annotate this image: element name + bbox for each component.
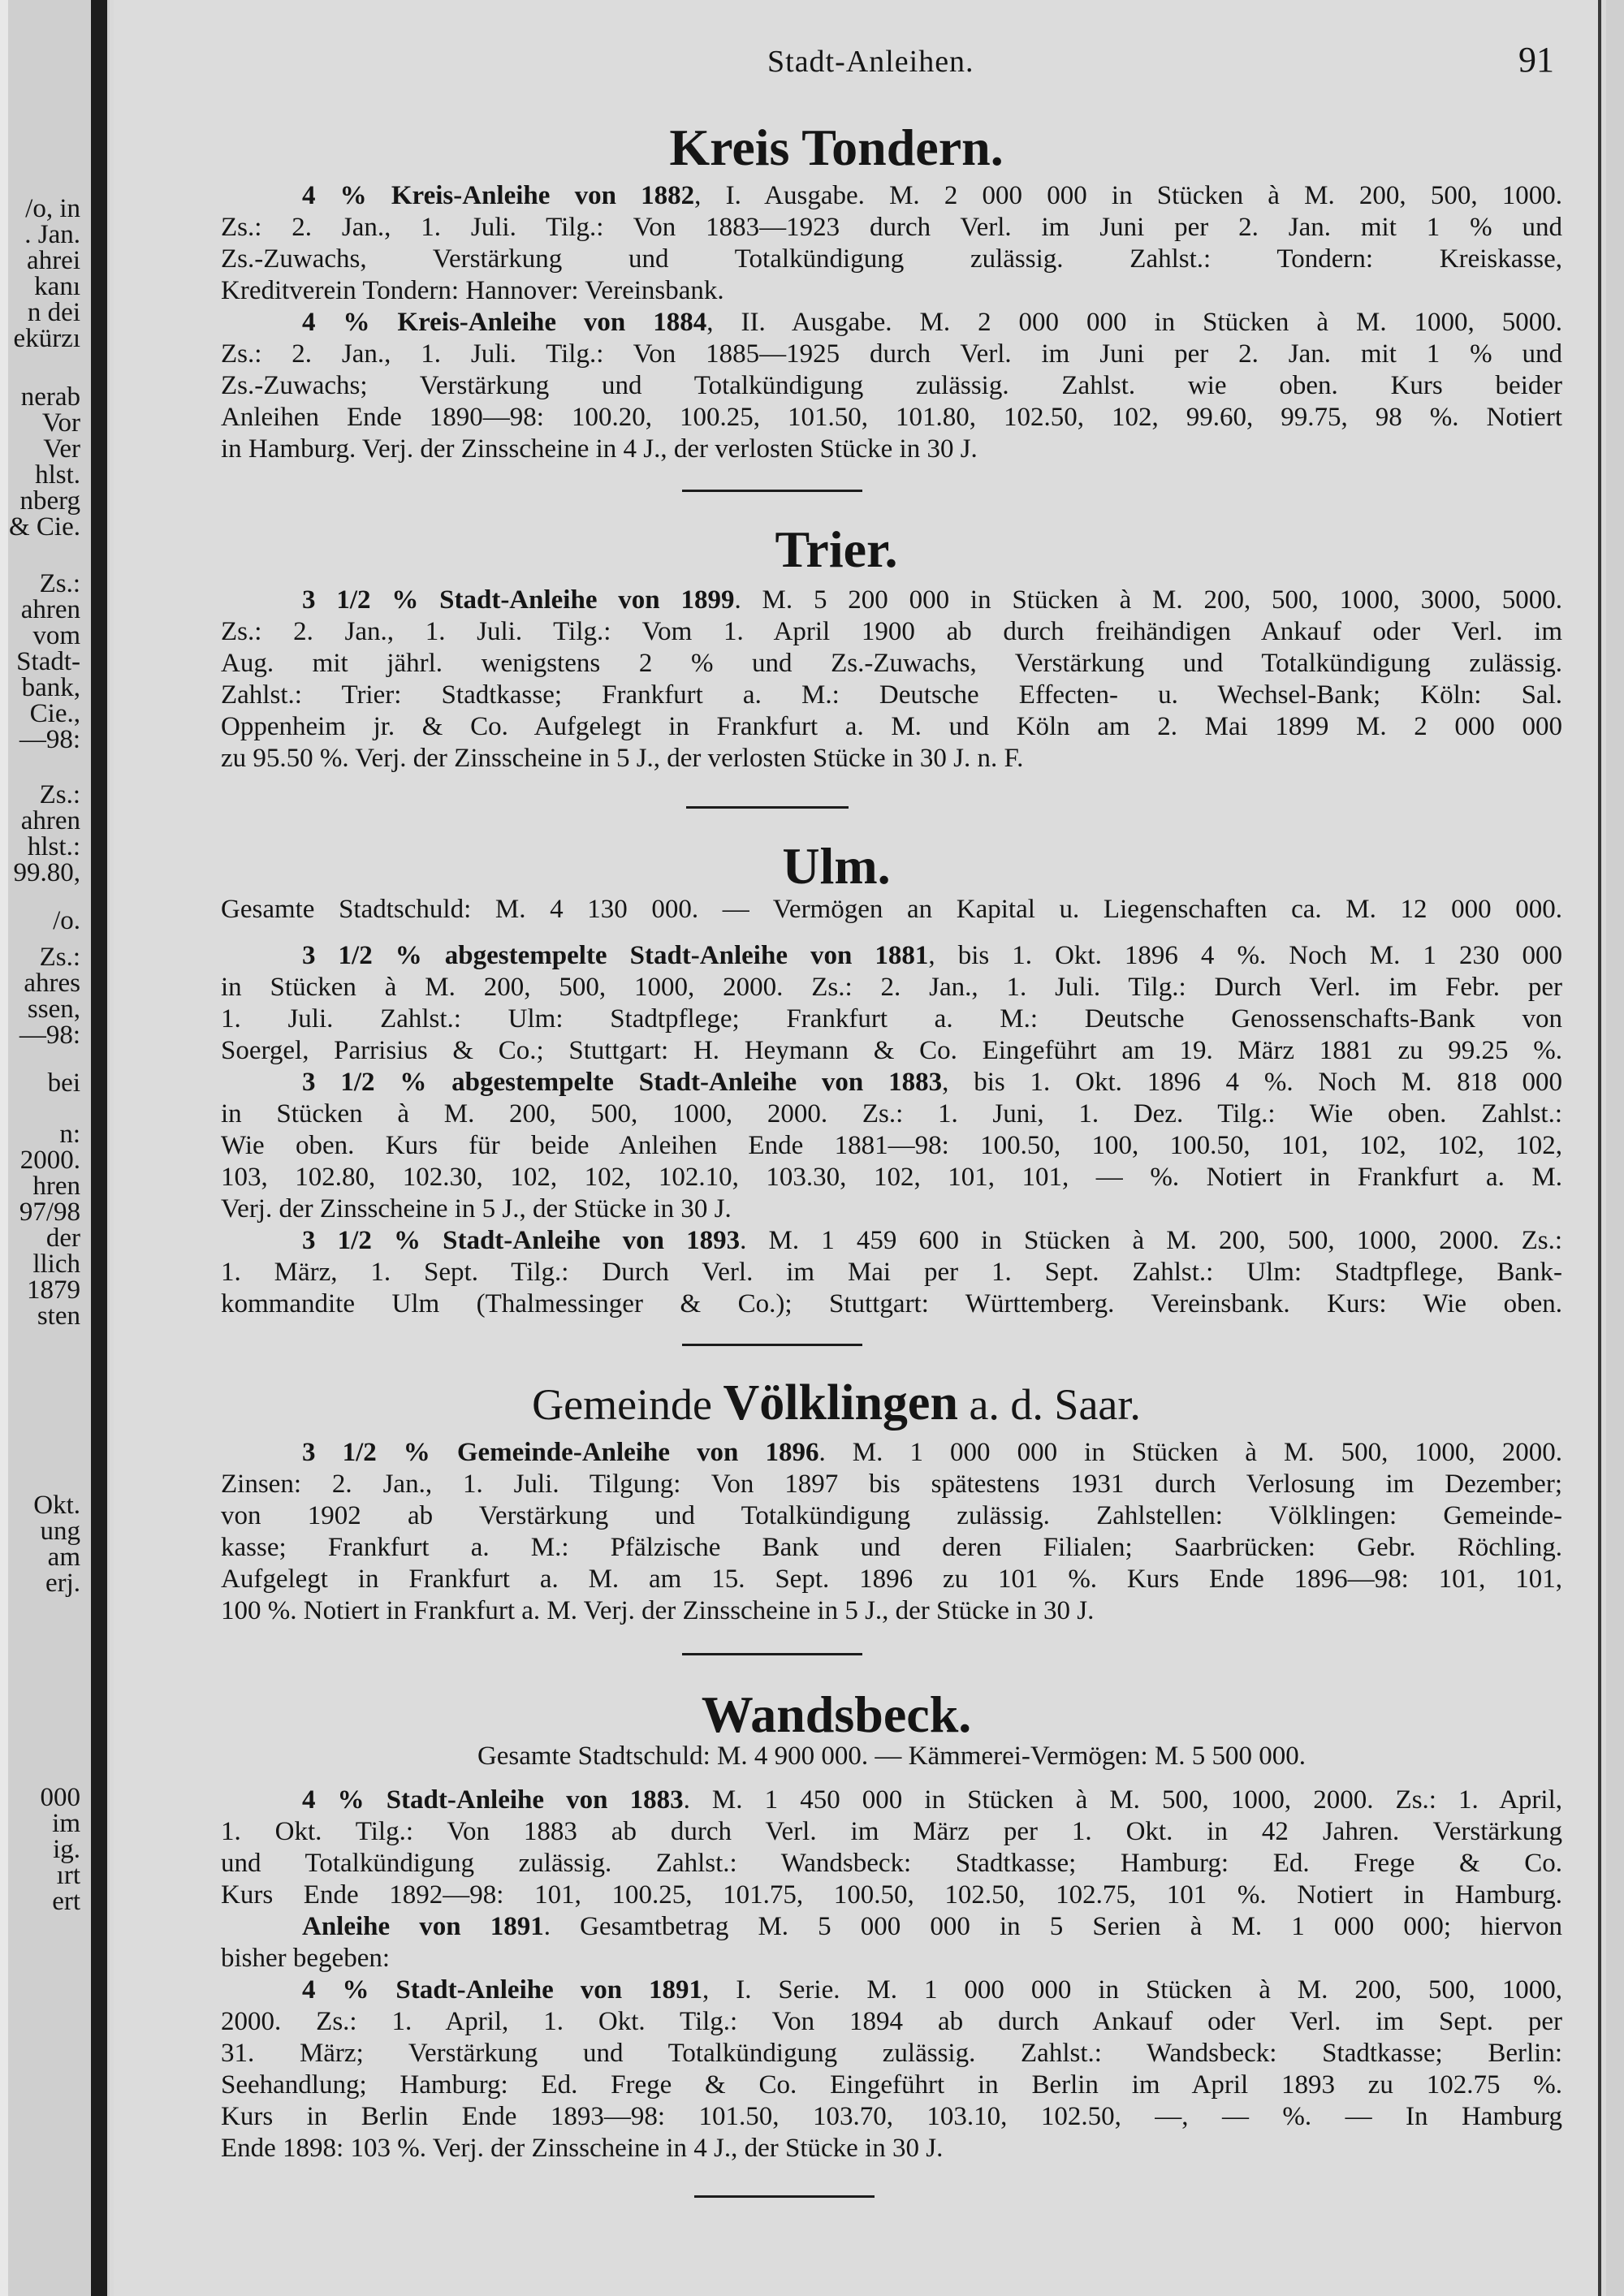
left-margin-fragment: Cie., xyxy=(29,699,80,728)
text-line: und Totalkündigung zulässig. Zahlst.: Wandsbeck: Stadtkasse; Hamburg: Ed. Frege & Co. xyxy=(221,1849,1562,1878)
left-margin-fragment: vom xyxy=(32,621,80,650)
text-line: zu 95.50 %. Verj. der Zinsscheine in 5 J., der verlosten Stücke in 30 J. n. F. xyxy=(221,744,1024,773)
bond-title: 4 % Kreis-Anleihe von 1884 xyxy=(302,308,707,337)
left-margin-fragment: n dei xyxy=(27,298,80,327)
left-margin-fragment: der xyxy=(45,1224,80,1253)
text-line: Verj. der Zinsscheine in 5 J., der Stücke in 30 J. xyxy=(221,1194,732,1224)
text-line: Soergel, Parrisius & Co.; Stuttgart: H. Heymann & Co. Eingeführt am 19. März 1881 zu 99.25 %. xyxy=(221,1036,1562,1065)
text-line: 4 % Kreis-Anleihe von 1884, II. Ausgabe. M. 2 000 000 in Stücken à M. 1000, 5000. xyxy=(302,308,1562,337)
bond-title: 4 % Kreis-Anleihe von 1882 xyxy=(302,181,695,210)
text-line: 31. März; Verstärkung und Totalkündigung zulässig. Zahlst.: Wandsbeck: Stadtkasse; Berlin: xyxy=(221,2039,1562,2068)
left-margin-fragment: 000 xyxy=(40,1783,80,1812)
text-line: 103, 102.80, 102.30, 102, 102, 102.10, 103.30, 102, 101, 101, — %. Notiert in Frankfurt a. M. xyxy=(221,1163,1562,1192)
left-margin-fragment: ert xyxy=(52,1887,80,1916)
bond-title: 3 1/2 % Gemeinde-Anleihe von 1896 xyxy=(302,1438,819,1467)
text-line: 4 % Stadt-Anleihe von 1883. M. 1 450 000 in Stücken à M. 500, 1000, 2000. Zs.: 1. April, xyxy=(302,1785,1562,1815)
bond-title: 3 1/2 % Stadt-Anleihe von 1899 xyxy=(302,585,735,615)
section-divider xyxy=(682,1344,862,1346)
text-line: Seehandlung; Hamburg: Ed. Frege & Co. Eingeführt in Berlin im April 1893 zu 102.75 %. xyxy=(221,2070,1562,2100)
left-margin-fragment: hren xyxy=(32,1172,80,1201)
bond-title: 3 1/2 % abgestempelte Stadt-Anleihe von 1883 xyxy=(302,1068,943,1097)
text-line: Anleihe von 1891. Gesamtbetrag M. 5 000 000 in 5 Serien à M. 1 000 000; hiervon xyxy=(302,1912,1562,1941)
text-line: Zs.-Zuwachs, Verstärkung und Totalkündigung zulässig. Zahlst.: Tondern: Kreiskasse, xyxy=(221,244,1562,274)
left-margin-fragment: ung xyxy=(40,1517,80,1546)
left-margin-fragment: am xyxy=(47,1543,80,1572)
left-margin-fragment: Zs.: xyxy=(39,943,80,972)
text-line: Zs.: 2. Jan., 1. Juli. Tilg.: Vom 1. April 1900 ab durch freihändigen Ankauf oder Verl. im xyxy=(221,617,1562,646)
title-main: Völklingen xyxy=(723,1375,958,1431)
text-line: Zs.-Zuwachs; Verstärkung und Totalkündigung zulässig. Zahlst. wie oben. Kurs beider xyxy=(221,371,1562,400)
section-title-kreis-tondern: Kreis Tondern. xyxy=(669,119,1004,176)
text-line: Zs.: 2. Jan., 1. Juli. Tilg.: Von 1883—1923 durch Verl. im Juni per 2. Jan. mit 1 % und xyxy=(221,213,1562,242)
left-margin-fragment: ig. xyxy=(53,1835,80,1864)
running-title: Stadt-Anleihen. xyxy=(767,45,974,79)
text-line: Gesamte Stadtschuld: M. 4 900 000. — Kämmerei-Vermögen: M. 5 500 000. xyxy=(477,1741,1307,1771)
left-margin-fragment: bank, xyxy=(21,673,80,702)
left-margin-fragment: hlst. xyxy=(35,460,80,490)
section-divider xyxy=(694,2195,875,2198)
section-divider xyxy=(686,806,849,809)
left-page-fragment xyxy=(0,0,110,2296)
left-margin-fragment: —98: xyxy=(19,725,80,754)
spine-gutter xyxy=(91,0,107,2296)
left-margin-fragment: & Cie. xyxy=(9,512,80,542)
page-number: 91 xyxy=(1518,40,1554,80)
text-line: in Stücken à M. 200, 500, 1000, 2000. Zs.: 2. Jan., 1. Juli. Tilg.: Durch Verl. im Febr. per xyxy=(221,973,1562,1002)
text-line: Ende 1898: 103 %. Verj. der Zinsscheine in 4 J., der Stücke in 30 J. xyxy=(221,2134,944,2163)
left-margin-fragment: ırt xyxy=(56,1861,80,1890)
left-margin-fragment: Vor xyxy=(41,408,80,438)
text-line: 4 % Kreis-Anleihe von 1882, I. Ausgabe. M. 2 000 000 in Stücken à M. 200, 500, 1000. xyxy=(302,181,1563,210)
text-line: 3 1/2 % Stadt-Anleihe von 1899. M. 5 200 000 in Stücken à M. 200, 500, 1000, 3000, 5000. xyxy=(302,585,1562,615)
text-line: kommandite Ulm (Thalmessinger & Co.); Stuttgart: Württemberg. Vereinsbank. Kurs: Wie oben. xyxy=(221,1289,1562,1318)
left-margin-fragment: sten xyxy=(37,1301,80,1331)
section-title-trier: Trier. xyxy=(775,520,898,578)
text-line: 1. März, 1. Sept. Tilg.: Durch Verl. im Mai per 1. Sept. Zahlst.: Ulm: Stadtpflege, Bank- xyxy=(221,1258,1562,1287)
section-title-ulm: Ulm. xyxy=(782,837,891,895)
text-line: 4 % Stadt-Anleihe von 1891, I. Serie. M. 1 000 000 in Stücken à M. 200, 500, 1000, xyxy=(302,1975,1563,2005)
left-margin-fragment: nerab xyxy=(20,382,80,412)
text-line: Kreditverein Tondern: Hannover: Vereinsbank. xyxy=(221,276,724,305)
text-line: 1. Juli. Zahlst.: Ulm: Stadtpflege; Frankfurt a. M.: Deutsche Genossenschafts-Bank von xyxy=(221,1004,1562,1034)
text-line: Aug. mit jährl. wenigstens 2 % und Zs.-Zuwachs, Verstärkung und Totalkündigung zulässig. xyxy=(221,649,1562,678)
text-line: Wie oben. Kurs für beide Anleihen Ende 1881—98: 100.50, 100, 100.50, 101, 102, 102, 102, xyxy=(221,1131,1562,1160)
text-line: bisher begeben: xyxy=(221,1944,391,1973)
left-margin-fragment: bei xyxy=(47,1068,80,1098)
text-line: 3 1/2 % abgestempelte Stadt-Anleihe von 1883, bis 1. Okt. 1896 4 %. Noch M. 818 000 xyxy=(302,1068,1562,1097)
text-line: 100 %. Notiert in Frankfurt a. M. Verj. der Zinsscheine in 5 J., der Stücke in 30 J. xyxy=(221,1596,1095,1625)
text-line: Zinsen: 2. Jan., 1. Juli. Tilgung: Von 1897 bis spätestens 1931 durch Verlosung im Dezember; xyxy=(221,1470,1562,1499)
section-title-wandsbeck: Wandsbeck. xyxy=(701,1685,972,1743)
text-line: 3 1/2 % Stadt-Anleihe von 1893. M. 1 459 600 in Stücken à M. 200, 500, 1000, 2000. Zs.: xyxy=(302,1226,1563,1255)
spine-shadow xyxy=(0,0,8,2296)
left-margin-fragment: 97/98 xyxy=(19,1198,80,1227)
left-margin-fragment: Stadt- xyxy=(16,647,80,676)
page xyxy=(114,0,1598,2296)
title-suffix: a. d. Saar. xyxy=(969,1380,1141,1429)
text-line: Kurs Ende 1892—98: 101, 100.25, 101.75, 100.50, 102.50, 102.75, 101 %. Notiert in Hamburg. xyxy=(221,1880,1562,1910)
left-margin-fragment: ahren xyxy=(20,806,80,835)
section-divider xyxy=(682,1653,862,1655)
text-line: 1. Okt. Tilg.: Von 1883 ab durch Verl. im März per 1. Okt. in 42 Jahren. Verstärkung xyxy=(221,1817,1562,1846)
left-margin-fragment: ahres xyxy=(24,969,80,998)
left-margin-fragment: 99.80, xyxy=(13,858,80,887)
left-margin-fragment: llich xyxy=(32,1249,80,1279)
left-margin-fragment: —98: xyxy=(19,1021,80,1050)
left-margin-fragment: hlst.: xyxy=(27,832,80,861)
left-margin-fragment: . Jan. xyxy=(24,220,80,249)
text-line: Aufgelegt in Frankfurt a. M. am 15. Sept. 1896 zu 101 %. Kurs Ende 1896—98: 101, 101, xyxy=(221,1564,1562,1594)
bond-title: Anleihe von 1891 xyxy=(302,1912,544,1941)
text-line: Kurs in Berlin Ende 1893—98: 101.50, 103.70, 103.10, 102.50, —, — %. — In Hamburg xyxy=(221,2102,1562,2131)
text-line: Oppenheim jr. & Co. Aufgelegt in Frankfurt a. M. und Köln am 2. Mai 1899 M. 2 000 000 xyxy=(221,712,1562,741)
left-margin-fragment: n: xyxy=(59,1120,80,1149)
bond-title: 4 % Stadt-Anleihe von 1891 xyxy=(302,1975,703,2005)
text-line: 3 1/2 % abgestempelte Stadt-Anleihe von 1881, bis 1. Okt. 1896 4 %. Noch M. 1 230 000 xyxy=(302,941,1562,970)
right-edge-line xyxy=(1598,0,1601,2296)
left-margin-fragment: nberg xyxy=(19,486,80,516)
left-margin-fragment: Ver xyxy=(43,434,80,464)
left-margin-fragment: im xyxy=(52,1809,80,1838)
title-prefix: Gemeinde xyxy=(532,1380,713,1429)
bond-title: 3 1/2 % abgestempelte Stadt-Anleihe von 1881 xyxy=(302,941,929,970)
left-margin-fragment: 2000. xyxy=(19,1146,80,1175)
text-line: kasse; Frankfurt a. M.: Pfälzische Bank und deren Filialen; Saarbrücken: Gebr. Röchling. xyxy=(221,1533,1562,1562)
left-margin-fragment: ssen, xyxy=(27,995,80,1024)
left-margin-fragment: ahren xyxy=(20,595,80,624)
text-line: Anleihen Ende 1890—98: 100.20, 100.25, 101.50, 101.80, 102.50, 102, 99.60, 99.75, 98 %. Notiert xyxy=(221,403,1562,432)
section-title-voelklingen xyxy=(357,1375,1315,1432)
bond-title: 4 % Stadt-Anleihe von 1883 xyxy=(302,1785,684,1815)
bond-title: 3 1/2 % Stadt-Anleihe von 1893 xyxy=(302,1226,741,1255)
left-margin-fragment: /o, in xyxy=(25,194,80,223)
text-line: 2000. Zs.: 1. April, 1. Okt. Tilg.: Von 1894 ab durch Ankauf oder Verl. im Sept. per xyxy=(221,2007,1562,2036)
text-line: von 1902 ab Verstärkung und Totalkündigung zulässig. Zahlstellen: Völklingen: Gemeinde- xyxy=(221,1501,1562,1530)
text-line: in Hamburg. Verj. der Zinsscheine in 4 J., der verlosten Stücke in 30 J. xyxy=(221,434,978,464)
left-margin-fragment: kanı xyxy=(34,272,80,301)
left-margin-fragment: /o. xyxy=(53,906,80,935)
text-line: Zahlst.: Trier: Stadtkasse; Frankfurt a. M.: Deutsche Effecten- u. Wechsel-Bank; Köln: Sal. xyxy=(221,680,1562,710)
left-margin-fragment: ekürzı xyxy=(13,324,80,353)
section-divider xyxy=(682,490,862,492)
text-line: in Stücken à M. 200, 500, 1000, 2000. Zs.: 1. Juni, 1. Dez. Tilg.: Wie oben. Zahlst.: xyxy=(221,1099,1562,1129)
left-margin-fragment: erj. xyxy=(45,1569,80,1598)
text-line: Zs.: 2. Jan., 1. Juli. Tilg.: Von 1885—1925 durch Verl. im Juni per 2. Jan. mit 1 % und xyxy=(221,339,1562,369)
right-edge xyxy=(1606,0,1624,2296)
left-margin-fragment: ahrei xyxy=(27,246,80,275)
left-margin-fragment: Zs.: xyxy=(39,569,80,598)
left-margin-fragment: Okt. xyxy=(33,1491,80,1520)
text-line: Gesamte Stadtschuld: M. 4 130 000. — Vermögen an Kapital u. Liegenschaften ca. M. 12 000 000. xyxy=(221,895,1562,924)
left-margin-fragment: 1879 xyxy=(27,1275,80,1305)
left-margin-fragment: Zs.: xyxy=(39,780,80,809)
text-line: 3 1/2 % Gemeinde-Anleihe von 1896. M. 1 000 000 in Stücken à M. 500, 1000, 2000. xyxy=(302,1438,1562,1467)
